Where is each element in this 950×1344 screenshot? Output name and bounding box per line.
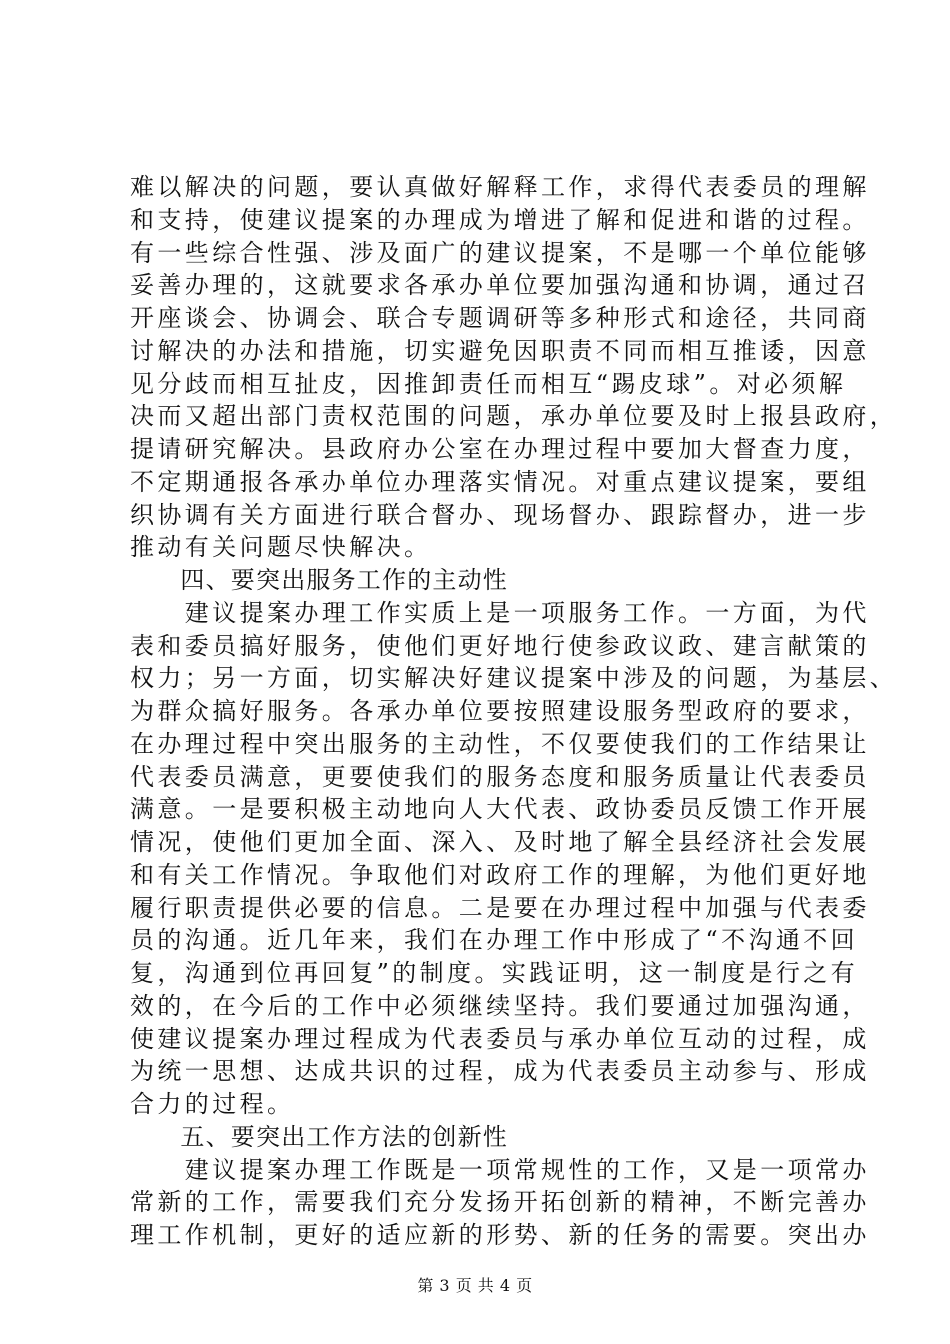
text-line: 和有关工作情况。争取他们对政府工作的理解，为他们更好地	[130, 860, 870, 889]
text-line: 在办理过程中突出服务的主动性，不仅要使我们的工作结果让	[130, 729, 870, 758]
text-line: 有一些综合性强、涉及面广的建议提案，不是哪一个单位能够	[130, 238, 870, 267]
text-line: 不定期通报各承办单位办理落实情况。对重点建议提案，要组	[130, 467, 870, 496]
section-heading: 五、要突出工作方法的创新性	[130, 1122, 508, 1151]
text-line: 情况，使他们更加全面、深入、及时地了解全县经济社会发展	[130, 828, 870, 856]
text-line: 开座谈会、协调会、联合专题调研等多种形式和途径，共同商	[130, 304, 870, 332]
page-number: 第 3 页 共 4 页	[417, 1276, 533, 1295]
text-line: 代表委员满意，更要使我们的服务态度和服务质量让代表委员	[130, 762, 870, 791]
text-line: 员的沟通。近几年来，我们在办理工作中形成了“不沟通不回	[130, 926, 859, 955]
section-heading: 四、要突出服务工作的主动性	[130, 566, 508, 594]
text-line: 表和委员搞好服务，使他们更好地行使参政议政、建言献策的	[130, 631, 870, 660]
text-line: 为群众搞好服务。各承办单位要按照建设服务型政府的要求，	[130, 697, 870, 725]
page-footer	[0, 1273, 950, 1296]
text-line: 见分歧而相互扯皮，因推卸责任而相互“踢皮球”。对必须解	[130, 369, 847, 398]
text-line: 推动有关问题尽快解决。	[130, 533, 432, 562]
text-line: 妥善办理的，这就要求各承办单位要加强沟通和协调，通过召	[130, 271, 870, 300]
text-line: 履行职责提供必要的信息。二是要在办理过程中加强与代表委	[130, 893, 870, 922]
text-line: 难以解决的问题，要认真做好解释工作，求得代表委员的理解	[130, 173, 870, 201]
text-line: 权力；另一方面，切实解决好建议提案中涉及的问题，为基层、	[130, 664, 898, 693]
text-line: 常新的工作，需要我们充分发扬开拓创新的精神，不断完善办	[130, 1188, 870, 1217]
text-line: 织协调有关方面进行联合督办、现场督办、跟踪督办，进一步	[130, 500, 870, 529]
text-line: 合力的过程。	[130, 1090, 295, 1118]
text-line: 建议提案办理工作实质上是一项服务工作。一方面，为代	[130, 598, 870, 627]
text-line: 使建议提案办理过程成为代表委员与承办单位互动的过程，成	[130, 1024, 870, 1053]
text-line: 决而又超出部门责权范围的问题，承办单位要及时上报县政府，	[130, 402, 898, 431]
body-text	[130, 171, 898, 1252]
text-line: 提请研究解决。县政府办公室在办理过程中要加大督查力度，	[130, 435, 870, 463]
text-line: 理工作机制，更好的适应新的形势、新的任务的需要。突出办	[130, 1221, 870, 1249]
text-line: 满意。一是要积极主动地向人大代表、政协委员反馈工作开展	[130, 795, 870, 824]
text-line: 复，沟通到位再回复”的制度。实践证明，这一制度是行之有	[130, 959, 859, 987]
text-line: 讨解决的办法和措施，切实避免因职责不同而相互推诿，因意	[130, 336, 870, 365]
text-line: 效的，在今后的工作中必须继续坚持。我们要通过加强沟通，	[130, 991, 870, 1020]
text-line: 为统一思想、达成共识的过程，成为代表委员主动参与、形成	[130, 1057, 870, 1086]
text-line: 和支持，使建议提案的办理成为增进了解和促进和谐的过程。	[130, 205, 870, 234]
text-line: 建议提案办理工作既是一项常规性的工作，又是一项常办	[130, 1155, 870, 1184]
